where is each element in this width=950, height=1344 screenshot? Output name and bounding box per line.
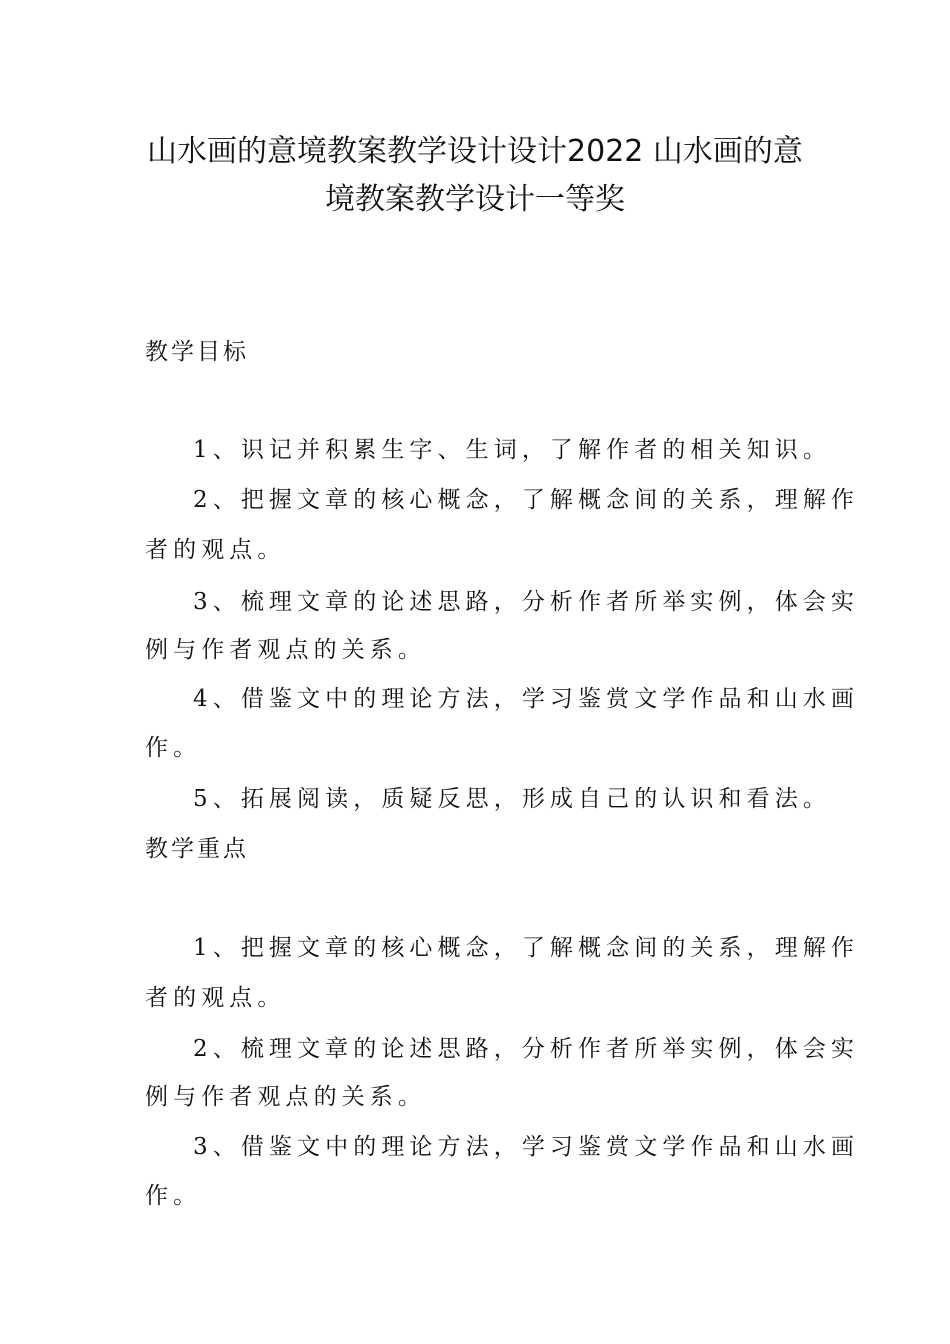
objective-2-line-1: 2、把握文章的核心概念，了解概念间的关系，理解作 (193, 487, 860, 513)
key-point-1-line-2: 者的观点。 (145, 985, 286, 1011)
key-point-2-line-2: 例与作者观点的关系。 (145, 1084, 426, 1110)
objective-1: 1、识记并积累生字、生词，了解作者的相关知识。 (193, 437, 831, 463)
key-point-2-line-1: 2、梳理文章的论述思路，分析作者所举实例，体会实 (193, 1036, 860, 1062)
objective-4-line-1: 4、借鉴文中的理论方法，学习鉴赏文学作品和山水画 (193, 686, 860, 712)
objective-3-line-2: 例与作者观点的关系。 (145, 637, 426, 663)
objective-5: 5、拓展阅读，质疑反思，形成自己的认识和看法。 (193, 786, 831, 812)
objective-2-line-2: 者的观点。 (145, 537, 286, 563)
document-title-line-1: 山水画的意境教案教学设计设计2022 山水画的意 (147, 134, 803, 169)
objective-4-line-2: 作。 (145, 735, 202, 761)
document-title-line-2: 境教案教学设计一等奖 (325, 182, 625, 217)
document-title (140, 128, 810, 224)
key-point-3-line-1: 3、借鉴文中的理论方法，学习鉴赏文学作品和山水画 (193, 1134, 860, 1160)
section-heading-key-points: 教学重点 (145, 836, 249, 862)
key-point-3-line-2: 作。 (145, 1183, 202, 1209)
section-heading-objectives: 教学目标 (145, 339, 249, 365)
key-point-1-line-1: 1、把握文章的核心概念，了解概念间的关系，理解作 (193, 935, 860, 961)
objective-3-line-1: 3、梳理文章的论述思路，分析作者所举实例，体会实 (193, 589, 860, 615)
